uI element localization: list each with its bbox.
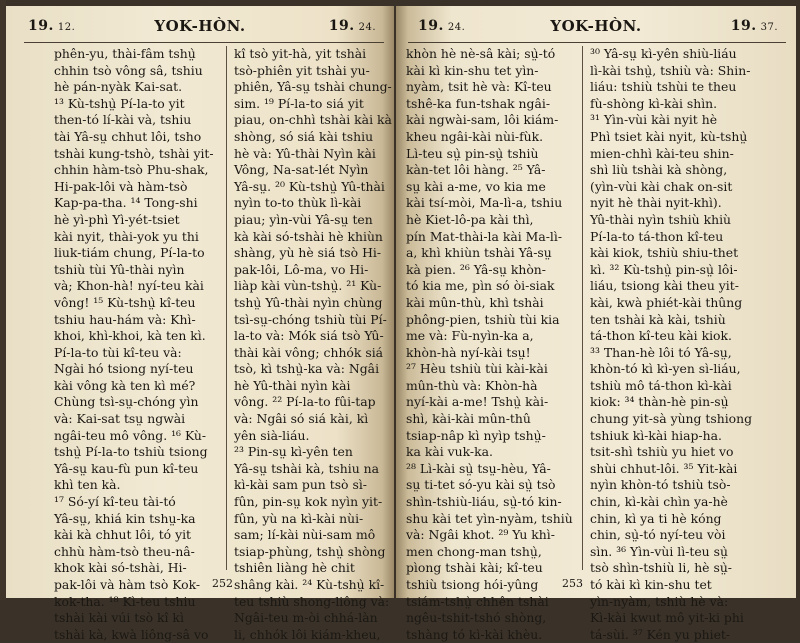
text-line: kiok: ³⁴ thàn-hè pin-sṳ̀ [590, 394, 729, 410]
text-line: khòn-tó kì kì-yen sì-liáu, [590, 361, 741, 377]
left-header-chapter-verse-right [329, 18, 376, 34]
chapter-number: 19. [418, 18, 444, 34]
text-line: shòng, só siá kài tshiu [234, 128, 374, 144]
text-line: fù-shòng kì-kài shìn. [590, 95, 718, 111]
text-line: tài Yâ-sṳ chhut lôi, tsho [54, 128, 202, 144]
text-line: chhin hàm-tsò Phu-shak, [54, 162, 209, 178]
text-line: nyìn khòn-tó tshiù tsò- [590, 477, 731, 493]
text-line: shùi chhut-lôi. ³⁵ Yit-kài [590, 460, 738, 476]
text-line: sṳ ti-tet só-yu kài sṳ̀ tsò [406, 477, 556, 493]
text-line: phên-yu, thài-fâm tshṳ̀ [54, 46, 196, 61]
text-line: tshṳ̀ Yû-thài nyìn chùng [234, 294, 383, 310]
text-line: li, chhók lôi kiám-kheu, [234, 626, 381, 642]
text-line: tshiù tsiong hói-yûng [406, 577, 539, 592]
text-line: men chong-man tshṳ̀, [406, 543, 542, 559]
text-line: Pí-la-to tá-thon kî-teu [590, 228, 724, 244]
text-line: và: Kai-sat tsṳ ngwài [54, 411, 186, 427]
text-line: kài kì kin-shu tet yìn- [406, 62, 539, 78]
text-line: tó kài kì kin-shu tet [590, 577, 712, 592]
text-line: Hi-pak-lôi và hàm-tsò [54, 178, 188, 194]
text-line: và: Ngâi khot. ²⁹ Yu khì- [406, 527, 555, 543]
text-line: ²⁸ Lì-kài sṳ̀ tsṳ-hèu, Yâ- [406, 460, 551, 476]
text-line: tsiám-tshṳ̀ chhên tshài [406, 593, 549, 609]
text-line: tsit-shì tshiù yu hiet vo [590, 444, 734, 460]
text-line: tshài kài vúi tsò kî kì [54, 610, 184, 626]
text-line: kài vông kà ten kì mé? [54, 377, 196, 393]
running-title: YOK-HÒN. [154, 17, 246, 35]
text-line: chin, kì ya ti hè kóng [590, 510, 722, 526]
text-line: tshiuk kì-kài hiap-ha. [590, 427, 722, 443]
text-line: tsò-phiên yit tshài yu- [234, 62, 370, 78]
text-line: phông-pien, tshiù tùi kia [406, 311, 560, 327]
chapter-number: 19. [730, 18, 757, 34]
text-line: hè Yû-thài nyìn kài [234, 377, 351, 393]
text-line: kheu ngâi-kài nùi-fùk. [406, 128, 544, 144]
text-line: shâng kài. ²⁴ Kù-tshṳ̀ kî- [234, 577, 385, 592]
text-line: tsiap-phùng, tshṳ̀ shòng [234, 543, 386, 559]
text-line: và; Khon-hà! nyí-teu kài [54, 278, 204, 294]
text-line: sim. ¹⁹ Pí-la-to siá yit [234, 95, 364, 111]
text-line: chin, kì-kài chìn ya-hè [590, 494, 728, 510]
text-line: yên sià-liáu. [234, 427, 310, 443]
text-line: liuk-tiám chung, Pí-la-to [54, 245, 205, 261]
left-page-column-1 [54, 46, 214, 643]
text-line: kî tsò yit-hà, yit tshài [234, 46, 367, 61]
text-line: tshṳ̀ Pí-la-to tshiù tsiong [54, 444, 208, 460]
text-line: tshài kung-tshò, tshài yit- [54, 145, 214, 161]
text-line: Yâ-sṳ, khiá kin tshṳ-ka [54, 510, 196, 526]
text-line: phiên, Yâ-sṳ tshài chung- [234, 79, 392, 95]
text-line: tshê-ka fun-tshak ngâi- [406, 95, 551, 111]
text-line: ³⁰ Yâ-sṳ kì-yên shiù-liáu [590, 46, 737, 61]
text-line: Yû-thài nyìn tshiù khiù [590, 211, 732, 227]
text-line: ten tshài kà kài, tshiù [590, 311, 726, 327]
text-line: kài nyit, thài-yok yu thi [54, 228, 199, 244]
text-line: tá-thon kî-teu kài kiok. [590, 328, 732, 344]
text-line: nyàm, tsit hè và: Kî-teu [406, 79, 552, 95]
text-line: kok-tha. ¹⁸ Kì-teu tshiu [54, 593, 196, 609]
left-page [6, 6, 394, 642]
text-line: sṳ kài a-me, vo kia me [406, 178, 546, 194]
text-line: shìn-tshiù-liáu, sṳ̀-tó kin- [406, 494, 562, 510]
right-page-column-1 [406, 46, 576, 643]
text-line: hè yì-phì Yì-yét-tsiet [54, 211, 180, 227]
text-line: tshiù mô tá-thon kì-kài [590, 377, 732, 393]
left-page-column-2 [234, 46, 394, 643]
text-line: khòn hè nè-sâ kài; sṳ̀-tó [406, 46, 556, 61]
text-line: khoi, khì-khoi, kà ten kì. [54, 328, 206, 344]
text-line: Chùng tsì-sṳ-chóng yìn [54, 394, 199, 410]
header-rule [24, 42, 384, 43]
chapter-number: 19. [328, 18, 355, 34]
column-divider [226, 46, 227, 570]
text-line: Ngài hó tsiong nyí-teu [54, 361, 194, 377]
running-title: YOK-HÒN. [550, 17, 642, 35]
chapter-number: 19. [28, 18, 54, 34]
text-line: kài tsí-mòi, Ma-lì-a, tshiu [406, 195, 563, 211]
text-line: tsò shìn-tshiù li, hè sṳ̀- [590, 560, 732, 576]
verse-number: 24. [447, 22, 466, 33]
verse-number: 24. [358, 22, 376, 33]
text-line: Kap-pa-tha. ¹⁴ Tong-shi [54, 195, 198, 211]
verse-number: 37. [760, 22, 778, 33]
page-number: 252 [212, 577, 233, 590]
column-divider [582, 46, 583, 570]
text-line: a, khì khiùn tshài Yâ-sṳ [406, 245, 552, 261]
text-line: pak-lôi và hàm tsò Kok- [54, 577, 201, 592]
text-line: chin, sṳ̀-tó nyí-teu vòi [590, 527, 726, 543]
right-header-chapter-verse-right [731, 18, 778, 34]
text-line: teu tshiù shong-liông và: [234, 593, 390, 609]
text-line: và: Ngâi só siá kài, kì [234, 411, 369, 427]
text-line: kàn-tet lôi hàng. ²⁵ Yâ- [406, 162, 546, 178]
text-line: ¹³ Kù-tshṳ̀ Pí-la-to yit [54, 95, 185, 111]
text-line: vông! ¹⁵ Kù-tshṳ̀ kî-teu [54, 294, 196, 310]
text-line: nyit hè thài nyit-khì). [590, 195, 722, 211]
text-line: tsì-sṳ-chóng tshiù tùi Pí- [234, 311, 387, 327]
text-line: Phì tsiet kài nyit, kù-tshṳ̀ [590, 128, 748, 144]
text-line: nyìn to-to thùk lì-kài [234, 195, 362, 211]
text-line: tó kia me, pìn só òi-siak [406, 278, 555, 294]
text-line: tshiu hau-hám và: Khì- [54, 311, 196, 327]
text-line: sam; lí-kài nùi-sam mô [234, 527, 376, 543]
text-line: kài kà chhut lôi, tó yit [54, 527, 192, 543]
text-line: kì. ³² Kù-tshṳ̀ pin-sṳ̀ lôi- [590, 261, 738, 277]
header-rule [408, 42, 786, 43]
right-page-header [396, 16, 796, 38]
text-line: Pí-la-to tùi kî-teu và: [54, 344, 182, 360]
text-line: ²⁷ Hèu tshiù tùi kài-kài [406, 361, 548, 377]
text-line: tshài kà, kwà liông-sâ vo [54, 626, 209, 642]
text-line: lì-kài tshṳ̀, tshiù và: Shin- [590, 62, 751, 78]
text-line: khì ten kà. [54, 477, 121, 493]
text-line: kà pien. ²⁶ Yâ-sṳ khòn- [406, 261, 546, 277]
text-line: hè Kiet-lô-pa kài thì, [406, 211, 534, 227]
verse-number: 12. [57, 22, 76, 33]
text-line: nyí-kài a-me! Tshṳ̀ kài- [406, 394, 549, 410]
text-line: la-to và: Mók siá tsò Yû- [234, 328, 384, 344]
text-line: chung yit-sà yùng tshiong [590, 411, 753, 427]
text-line: kài mûn-thù, khì tshài [406, 294, 544, 310]
text-line: Vông, Na-sat-lét Nyìn [234, 162, 369, 178]
text-line: tá-sùi. ³⁷ Kén yu phiet- [590, 626, 731, 642]
text-line: fûn, yù na kì-kài nùi- [234, 510, 364, 526]
text-line: pín Mat-thài-la kài Ma-lì- [406, 228, 563, 244]
text-line: chhù hàm-tsò theu-nâ- [54, 543, 195, 559]
text-line: Yâ-sṳ. ²⁰ Kù-tshṳ̀ Yû-thài [234, 178, 385, 194]
text-line: fûn, pin-sṳ kok nyìn yit- [234, 494, 383, 510]
text-line: mûn-thù và: Khòn-hà [406, 377, 538, 393]
text-line: tshiên liàng hè chit [234, 560, 355, 576]
text-line: ²³ Pin-sṳ kì-yên ten [234, 444, 353, 460]
text-line: shàng, yù hè siá tsò Hi- [234, 245, 382, 261]
text-line: thài kài vông; chhók siá [234, 344, 384, 360]
text-line: vông. ²² Pí-la-to fûi-tap [234, 394, 376, 410]
text-line: ngâi-teu mô vông. ¹⁶ Kù- [54, 427, 207, 443]
text-line: tshàng tó kì-kài khèu. [406, 626, 543, 642]
text-line: shì, kài-kài mûn-thû [406, 411, 531, 427]
text-line: hè pán-nyàk Kai-sat. [54, 79, 183, 95]
text-line: kài kiok, tshiù shiu-thet [590, 245, 739, 261]
text-line: kài, kwà phiét-kài thûng [590, 294, 743, 310]
text-line: khok kài só-tshài, Hi- [54, 560, 187, 576]
text-line: piau, on-chhì tshài kài kà [234, 112, 392, 128]
text-line: shì liù tshài kà shòng, [590, 162, 728, 178]
text-line: piau; yìn-vùi Yâ-sṳ ten [234, 211, 373, 227]
text-line: (yìn-vùi kài chak on-sit [590, 178, 733, 194]
text-line: shu kài tet yìn-nyàm, tshiù [406, 510, 573, 526]
text-line: tshiù tùi Yû-thài nyìn [54, 261, 185, 277]
text-line: mien-chhì kài-teu shin- [590, 145, 734, 161]
text-line: pìong tshài kài; kî-teu [406, 560, 543, 576]
text-line: kì-kài sam pun tsò sì- [234, 477, 367, 493]
text-line: ka kài vuk-ka. [406, 444, 493, 460]
text-line: hè và: Yû-thài Nyìn kài [234, 145, 376, 161]
text-line: ³³ Than-hè lôi tó Yâ-sṳ, [590, 344, 732, 360]
left-page-header [6, 16, 394, 38]
text-line: Yâ-sṳ kau-fù pun kî-teu [54, 460, 199, 476]
text-line: Kì-kài kwut mô yit-ki phi [590, 610, 744, 626]
text-line: tsiap-nâp kì nyìp tshṳ̀- [406, 427, 546, 443]
text-line: then-tó lí-kài và, tshiu [54, 112, 192, 128]
text-line: yìn-nyàm, tshiù hè và: [590, 593, 729, 609]
page-number: 253 [562, 577, 583, 590]
text-line: me và: Fù-nyìn-ka a, [406, 328, 534, 344]
text-line: kà kài só-tshài hè khiùn [234, 228, 383, 244]
text-line: ¹⁷ Só-yí kî-teu tài-tó [54, 494, 176, 510]
text-line: liáu, tsiong kài theu yit- [590, 278, 739, 294]
text-line: khòn-hà nyí-kài tsṳ! [406, 344, 531, 360]
text-line: Lì-teu sṳ̀ pin-sṳ̀ tshiù [406, 145, 539, 161]
text-line: liáu: tshiù tshùi te theu [590, 79, 737, 95]
text-line: Yâ-sṳ tshài kà, tshiu na [234, 460, 380, 476]
right-page-column-2 [590, 46, 770, 643]
text-line: ngêu-tshit-tshó shòng, [406, 610, 547, 626]
text-line: Ngâi-teu m-òi chhá-làn [234, 610, 378, 626]
text-line: chhin tsò vông sâ, tshiu [54, 62, 203, 78]
text-line: tsò, kì tshṳ̀-ka và: Ngâi [234, 361, 380, 377]
text-line: pak-lôi, Lô-ma, vo Hi- [234, 261, 369, 277]
text-line: kài ngwài-sam, lôi kiám- [406, 112, 559, 128]
right-page [396, 6, 796, 642]
text-line: liàp kài vùn-tshṳ̀. ²¹ Kù- [234, 278, 382, 294]
text-line: ³¹ Yìn-vùi kài nyit hè [590, 112, 718, 128]
text-line: sìn. ³⁶ Yìn-vùi lì-teu sṳ̀ [590, 543, 728, 559]
